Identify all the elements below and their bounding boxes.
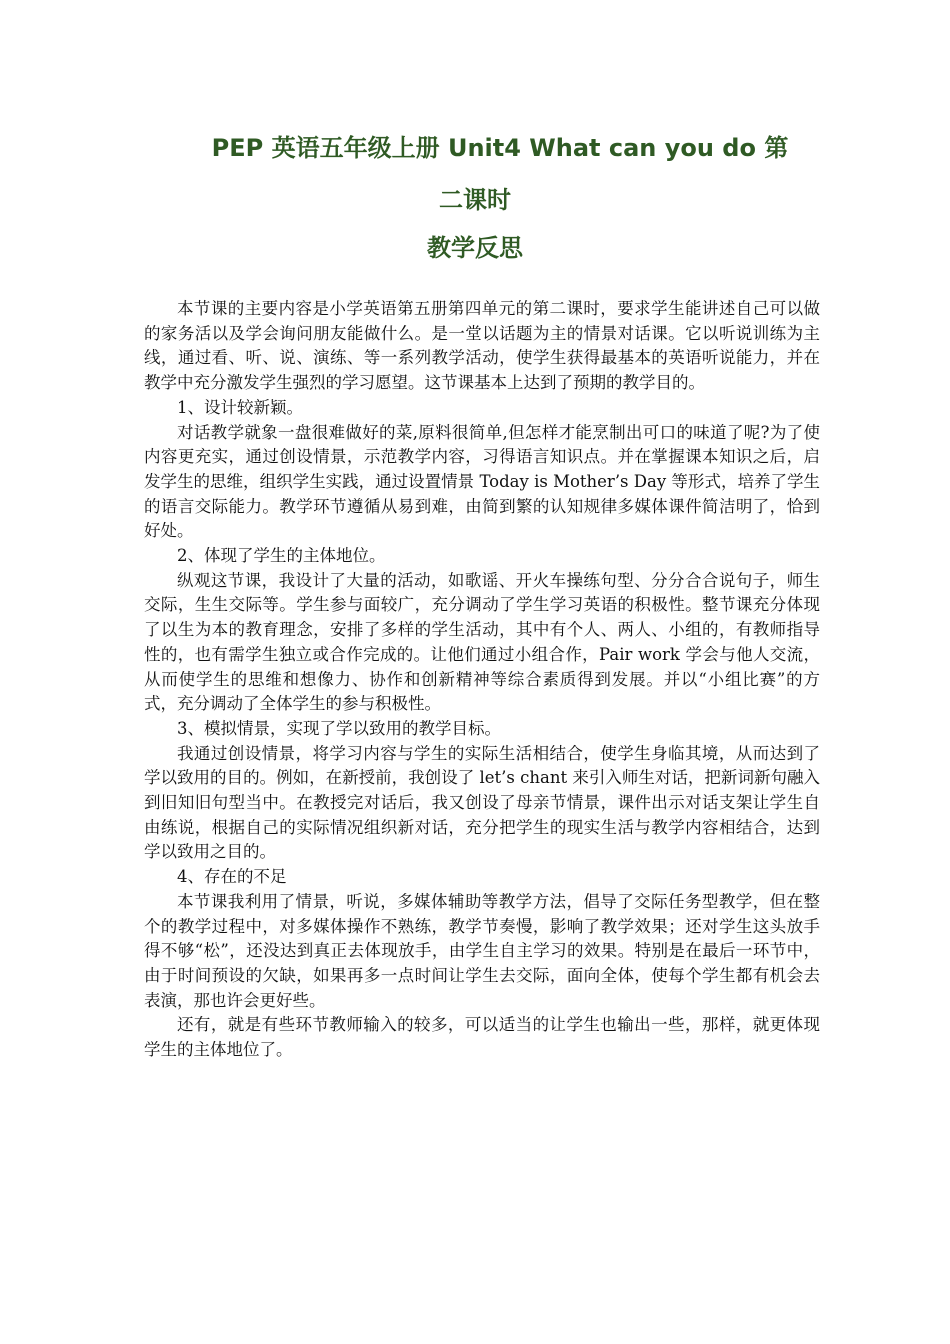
paragraph-intro: 本节课的主要内容是小学英语第五册第四单元的第二课时，要求学生能讲述自己可以做的家务活以及学会询问朋友能做什么。是一堂以话题为主的情景对话课。它以听说训练为主线，通过看、听、说、演练、等一系列教学活动，使学生获得最基本的英语听说能力，并在教学中充分激发学生强烈的学习愿望。这节课基本上达到了预期的教学目的。 <box>144 299 820 393</box>
document-body <box>144 297 820 1063</box>
document-title-line-2: 二课时 <box>439 186 511 214</box>
document-subtitle: 教学反思 <box>427 234 523 262</box>
paragraph-section-3: 我通过创设情景，将学习内容与学生的实际生活相结合，使学生身临其境，从而达到了学以致用的目的。例如，在新授前，我创设了 let’s chant 来引入师生对话，把新词新句融入到旧知旧句型当中。在教授完对话后，我又创设了母亲节情景，课件出示对话支架让学生自由练说，根据自己的实际情况组织新对话，充分把学生的现实生活与教学内容相结合，达到学以致用之目的。 <box>144 743 820 862</box>
section-heading-4: 4、存在的不足 <box>177 867 287 887</box>
section-heading-3: 3、模拟情景，实现了学以致用的教学目标。 <box>177 718 501 738</box>
paragraph-closing: 还有，就是有些环节教师输入的较多，可以适当的让学生也输出一些，那样，就更体现学生的主体地位了。 <box>144 1015 820 1060</box>
paragraph-section-2: 纵观这节课，我设计了大量的活动，如歌谣、开火车操练句型、分分合合说句子，师生交际，生生交际等。学生参与面较广，充分调动了学生学习英语的积极性。整节课充分体现了以生为本的教育理念，安排了多样的学生活动，其中有个人、两人、小组的，有教师指导性的，也有需学生独立或合作完成的。让他们通过小组合作，Pair work 学会与他人交流，从而使学生的思维和想像力、协作和创新精神等综合素质得到发展。并以“小组比赛”的方式，充分调动了全体学生的参与积极性。 <box>144 570 820 714</box>
section-heading-1: 1、设计较新颖。 <box>177 397 303 417</box>
document-title-line-1: PEP 英语五年级上册 Unit4 What can you do 第 <box>211 134 789 162</box>
paragraph-section-1: 对话教学就象一盘很难做好的菜,原料很简单,但怎样才能烹制出可口的味道了呢?为了使内容更充实，通过创设情景，示范教学内容，习得语言知识点。并在掌握课本知识之后，启发学生的思维，组织学生实践，通过设置情景 Today is Mother’s Day 等形式，培养了学生的语言交际能力。教学环节遵循从易到难，由简到繁的认知规律多媒体课件简洁明了，恰到好处。 <box>144 422 820 541</box>
paragraph-section-4: 本节课我利用了情景，听说，多媒体辅助等教学方法，倡导了交际任务型教学，但在整个的教学过程中，对多媒体操作不熟练，教学节奏慢，影响了教学效果；还对学生这头放手得不够“松”，还没达到真正去体现放手，由学生自主学习的效果。特别是在最后一环节中，由于时间预设的欠缺，如果再多一点时间让学生去交际，面向全体，使每个学生都有机会去表演，那也许会更好些。 <box>144 891 820 1010</box>
section-heading-2: 2、体现了学生的主体地位。 <box>177 546 386 566</box>
